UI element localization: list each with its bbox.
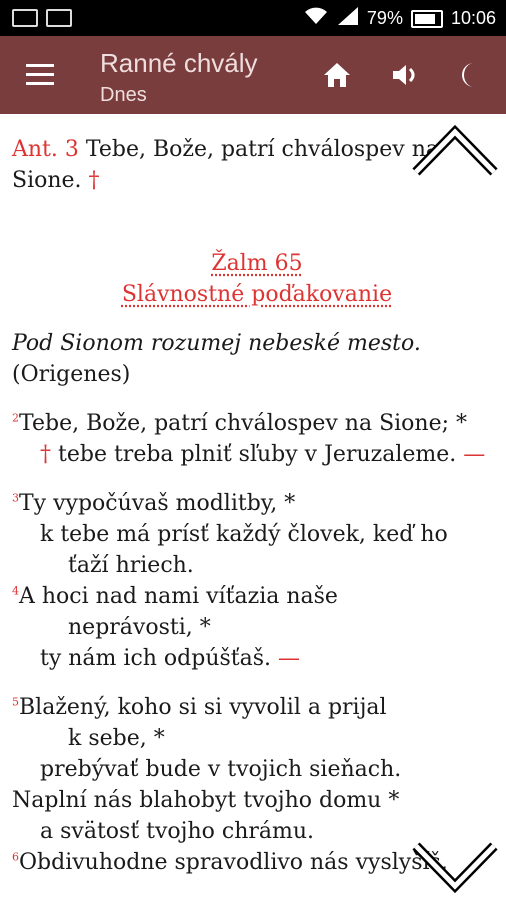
battery-icon — [411, 10, 443, 28]
verse-4-line-3: ty nám ich odpúšťaš. — — [40, 646, 301, 671]
psalm-number: Žalm 65 — [211, 251, 303, 276]
battery-percent: 79% — [366, 8, 403, 28]
verse-3-line-3: ťaží hriech. — [68, 553, 194, 578]
psalm-number-line — [12, 248, 502, 279]
signal-icon — [337, 6, 359, 31]
status-bar — [0, 0, 506, 36]
verse-4-line-2: neprávosti, * — [68, 615, 211, 640]
psalm-title-line — [12, 279, 502, 310]
psalm-note-source: (Origenes) — [12, 362, 131, 387]
verse-5-line-2: k sebe, * — [68, 726, 165, 751]
notification-icon — [12, 9, 38, 27]
office-text — [12, 120, 502, 878]
psalm-title: Slávnostné poďakovanie — [121, 282, 393, 307]
verse-5-line-3: prebývať bude v tvojich sieňach. — [40, 757, 402, 782]
volume-icon[interactable] — [388, 58, 422, 92]
antiphon-text: Tebe, Bože, patrí chválospev na Sione. — [12, 137, 439, 193]
verse-3: $^3$Ty vypočúvaš modlitby, * — [12, 491, 296, 516]
moon-icon[interactable] — [454, 58, 488, 92]
verse-3-line-2: k tebe má prísť každý človek, keď ho — [40, 522, 448, 547]
app-bar — [0, 36, 506, 114]
page-subtitle: Dnes — [100, 84, 147, 106]
verse-5-line-4: Naplní nás blahobyt tvojho domu * — [12, 788, 400, 813]
clock: 10:06 — [450, 8, 496, 28]
verse-5-line-5: a svätosť tvojho chrámu. — [40, 819, 315, 844]
verse-2-cont: † tebe treba plniť sľuby v Jeruzaleme. — — [40, 442, 486, 467]
chevron-down-icon[interactable] — [410, 838, 500, 904]
menu-icon[interactable] — [26, 64, 54, 86]
home-icon[interactable] — [320, 58, 354, 92]
page-title: Ranné chvály — [100, 48, 258, 78]
antiphon-label: Ant. 3 — [12, 137, 79, 162]
antiphon-mark: † — [88, 168, 100, 193]
gallery-icon — [46, 9, 72, 27]
verse-2: $^2$Tebe, Bože, patrí chválospev na Sione; * — [12, 411, 468, 436]
verse-5: $^5$Blažený, koho si si vyvolil a prijal — [12, 695, 387, 720]
verse-4: $^4$A hoci nad nami víťazia naše — [12, 584, 338, 609]
chevron-up-icon[interactable] — [410, 118, 500, 184]
verse-6: $^6$Obdivuhodne spravodlivo nás vyslyšíš, — [12, 850, 448, 875]
psalm-note: Pod Sionom rozumej nebeské mesto. — [12, 331, 421, 356]
wifi-icon — [303, 6, 329, 31]
